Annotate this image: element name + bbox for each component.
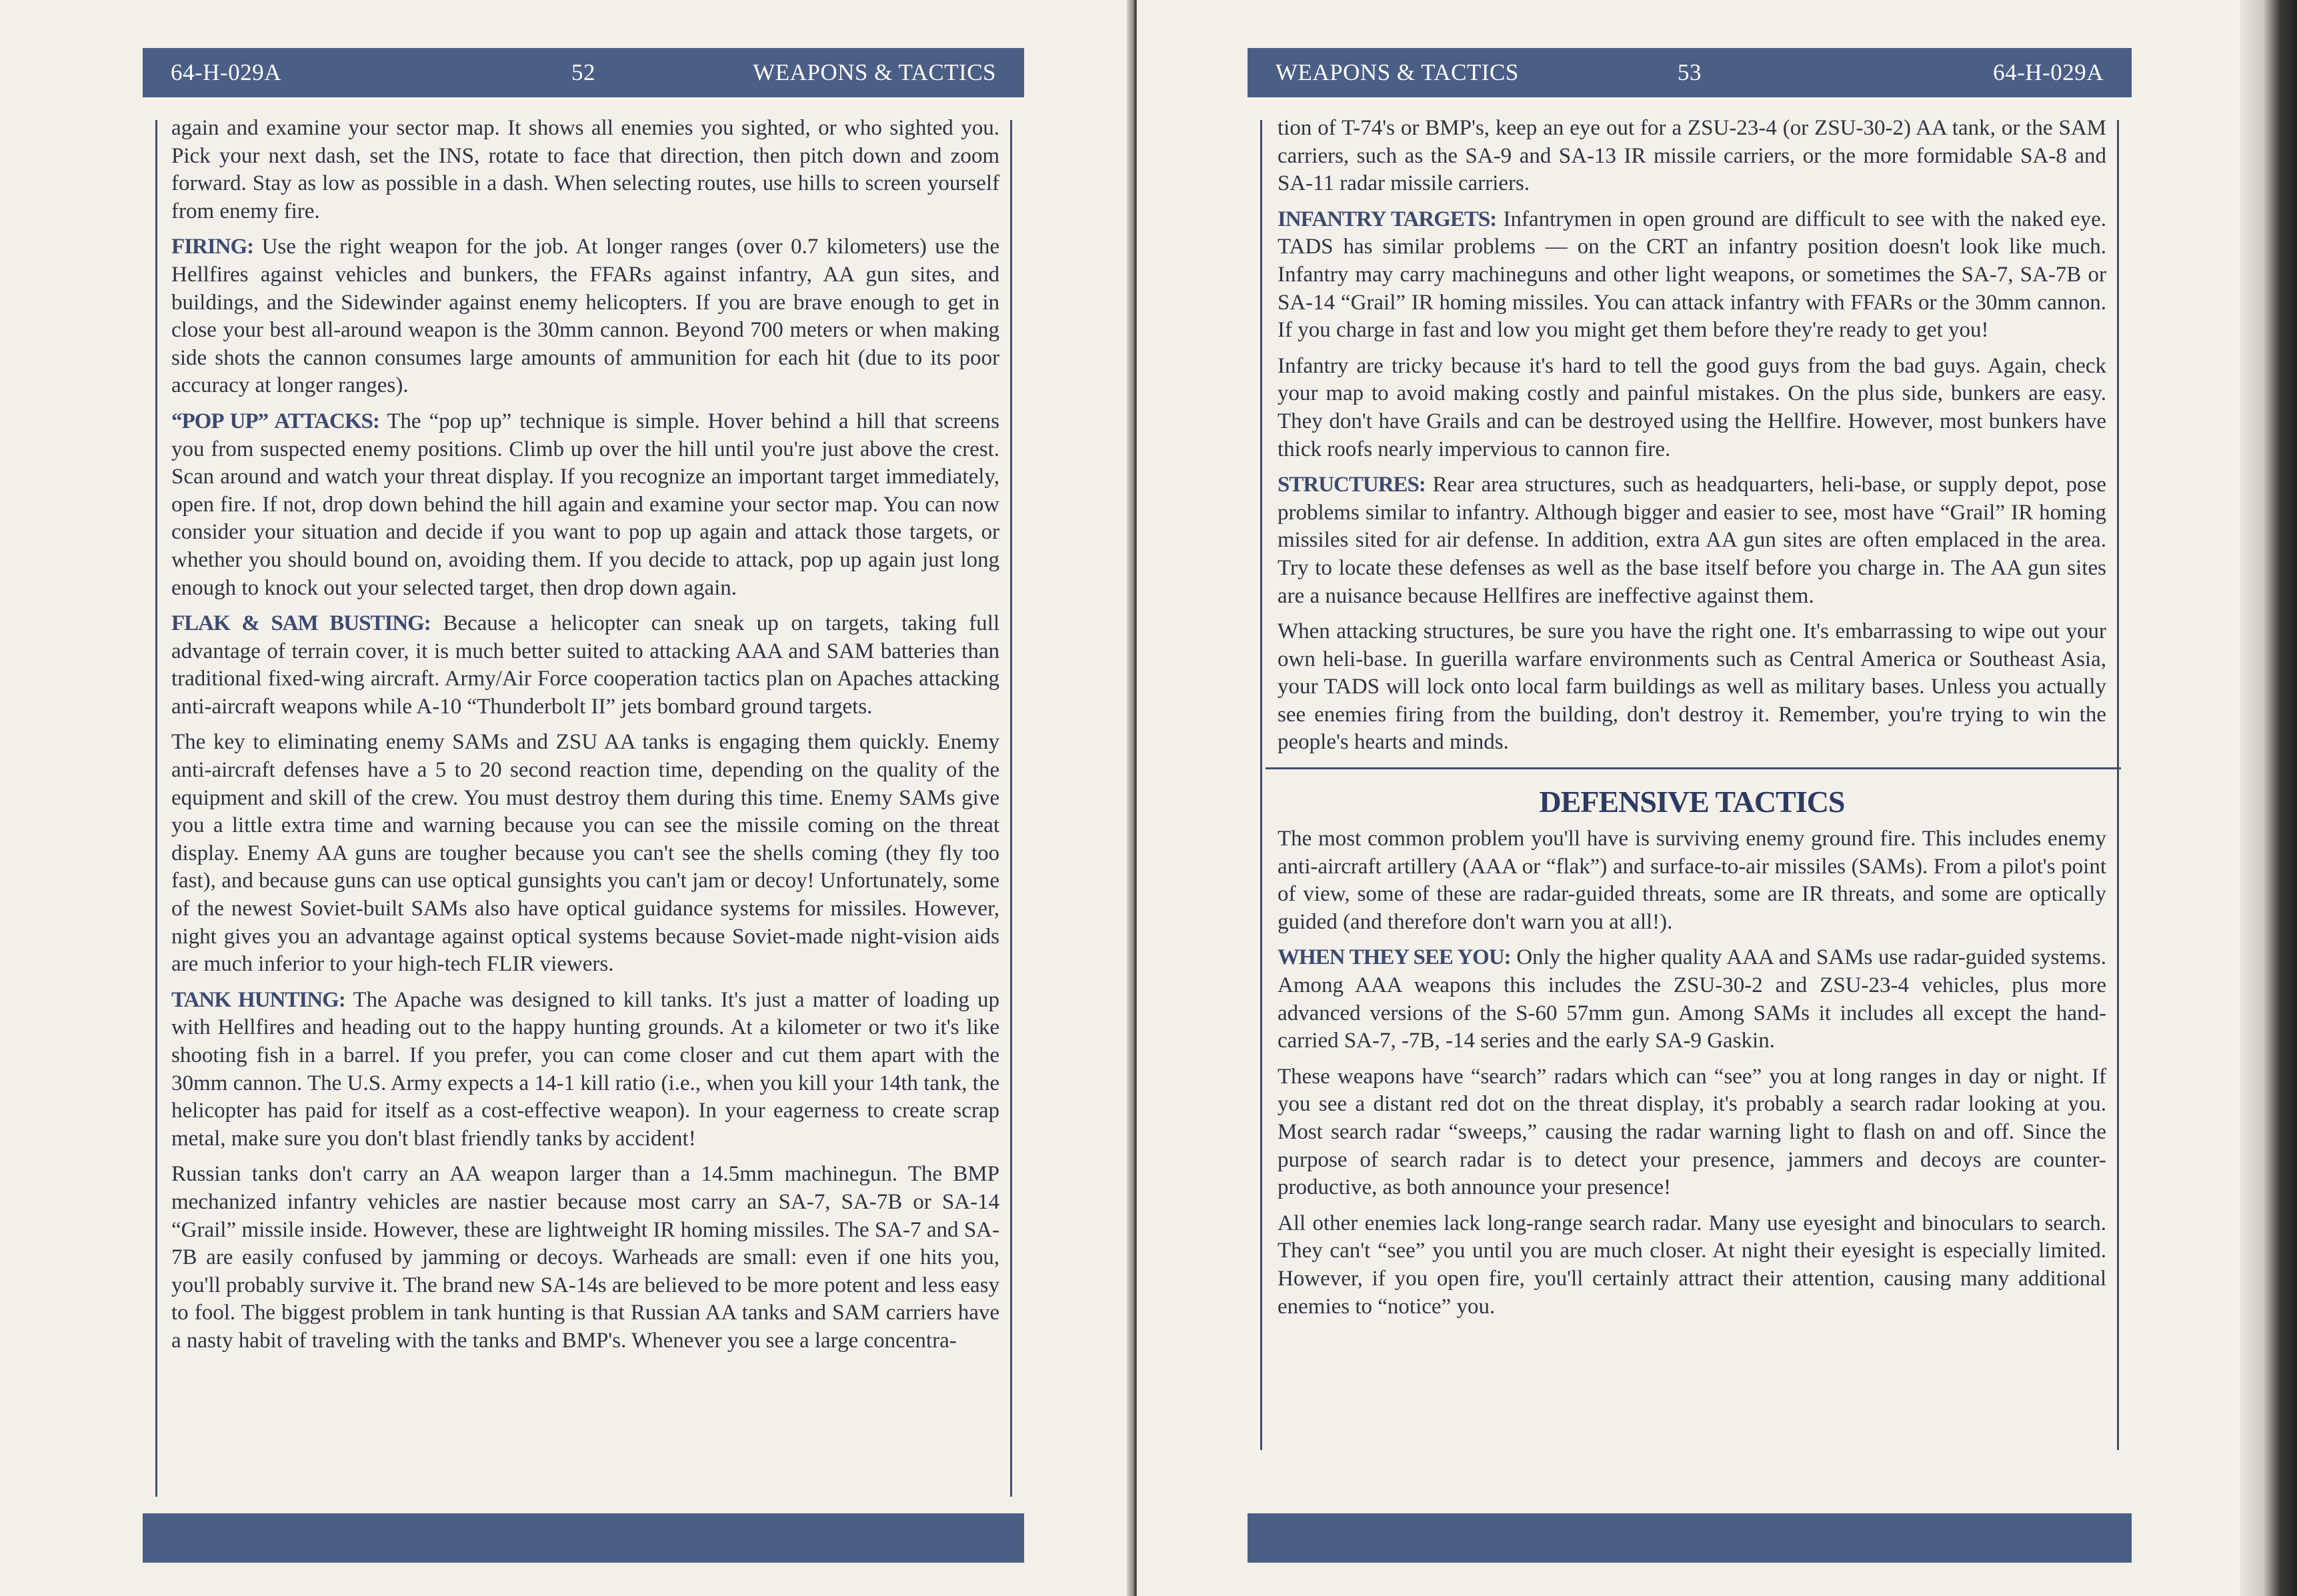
paragraph: Infantry are tricky because it's hard to tell the good guys from the bad guys. Again, check your map to avoid making costly and painful mistakes. On the plus side, bunkers are easy. They don't have Grails and can be destroyed using the Hellfire. However, most bunkers have thick roofs nearly impervious to cannon fire.: [1278, 353, 2106, 461]
paragraph-heading: FLAK & SAM BUSTING:: [171, 611, 431, 636]
left-margin-rule: [1260, 120, 1262, 1450]
section-title: DEFENSIVE TACTICS: [1539, 785, 1845, 819]
left-page-footer: [143, 1513, 1024, 1563]
paragraph: The key to eliminating enemy SAMs and ZSU AA tanks is engaging them quickly. Enemy anti-aircraft defenses have a 5 to 20 second reaction time, depending on the quality of the equipment and skill of the crew. You must destroy them during this time. Enemy SAMs give you a little extra time and warning because you can see the missile coming on the threat display. Enemy AA guns are tougher because you can't see the shells coming (they fly too fast), and because guns can use optical gunsights you can't jam or decoy! Unfortunately, some of the newest Soviet-built SAMs also have optical guidance systems for missiles. However, night gives you an advantage against optical systems because Soviet-made night-vision aids are much inferior to your high-tech FLIR viewers.: [171, 730, 999, 977]
page-number: 52: [571, 59, 595, 85]
paragraph: TANK HUNTING: The Apache was designed to kill tanks. It's just a matter of loading up with Hellfires and heading out to the happy hunting grounds. At a kilometer or two it's like shooting fish in a barrel. If you prefer, you can come closer and cut them apart with the 30mm cannon. The U.S. Army expects a 14-1 kill ratio (i.e., when you kill your 14th tank, the helicopter has paid for itself as a cost-effective weapon). In your eagerness to create scrap metal, make sure you don't blast friendly tanks by accident!: [171, 987, 1000, 1151]
section-divider: [1266, 767, 2121, 769]
paragraph: “POP UP” ATTACKS: The “pop up” technique is simple. Hover behind a hill that screens you from suspected enemy positions. Climb up over the hill until you're just above the crest. Scan around and watch your threat display. If you recognize an important target immediately, open fire. If not, drop down behind the hill again and examine your sector map. You can now consider your situation and decide if you want to pop up again and attack those targets, or whether you should bound on, avoiding them. If you decide to attack, pop up again just long enough to knock out your selected target, then drop down again.: [171, 409, 1000, 600]
paragraph: When attacking structures, be sure you have the right one. It's embarrassing to wipe out your own heli-base. In guerilla warfare environments such as Central America or Southeast Asia, your TADS will lock onto local farm buildings as well as military bases. Unless you actually see enemies firing from the building, don't destroy it. Remember, you're trying to win the people's hearts and minds.: [1278, 619, 2106, 755]
right-text-column: [1278, 115, 2106, 1329]
right-page: [1137, 0, 2240, 1596]
paragraph: tion of T-74's or BMP's, keep an eye out for a ZSU-23-4 (or ZSU-30-2) AA tank, or the SAM carriers, such as the SA-9 and SA-13 IR missile carriers, or the more formidable SA-8 and SA-11 radar missile carriers.: [1278, 116, 2106, 196]
left-text-column: [171, 115, 999, 1363]
chapter-title: WEAPONS & TACTICS: [753, 59, 997, 85]
page-number: 53: [1678, 59, 1702, 85]
book-edge: [2240, 0, 2297, 1596]
paragraph-heading: “POP UP” ATTACKS:: [171, 409, 379, 433]
paragraph: These weapons have “search” radars which can “see” you at long ranges in day or night. If you see a distant red dot on the threat display, it's probably a search radar looking at you. Most search radar “sweeps,” causing the radar warning light to flash on and off. Since the purpose of search radar is to detect your presence, jammers and decoys are counter-productive, as both announce your presence!: [1278, 1064, 2106, 1200]
chapter-title: WEAPONS & TACTICS: [1276, 59, 1519, 85]
left-page-header: [143, 48, 1024, 97]
paragraph: Russian tanks don't carry an AA weapon larger than a 14.5mm machinegun. The BMP mechanized infantry vehicles are nastier because most carry an SA-7, SA-7B or SA-14 “Grail” missile inside. However, these are lightweight IR homing missiles. The SA-7 and SA-7B are easily confused by jamming or decoys. Warheads are small: even if one hits you, you'll probably survive it. The brand new SA-14s are believed to be more potent and less easy to fool. The biggest problem in tank hunting is that Russian AA tanks and SAM carriers have a nasty habit of traveling with the tanks and BMP's. Whenever you see a large concentra-: [171, 1162, 999, 1353]
left-page: [0, 0, 1133, 1596]
doc-code: 64-H-029A: [1993, 59, 2104, 85]
doc-code: 64-H-029A: [171, 59, 281, 85]
paragraph-heading: INFANTRY TARGETS:: [1278, 207, 1497, 231]
left-margin-rule: [155, 120, 157, 1497]
paragraph-heading: FIRING:: [171, 235, 254, 259]
paragraph-heading: STRUCTURES:: [1278, 473, 1426, 497]
paragraph: INFANTRY TARGETS: Infantrymen in open ground are difficult to see with the naked eye. TADS has similar problems — on the CRT an infantry position doesn't look like much. Infantry may carry machineguns and other light weapons, or sometimes the SA-7, SA-7B or SA-14 “Grail” IR homing missiles. You can attack infantry with FFARs or the 30mm cannon. If you charge in fast and low you might get them before they're ready to get you!: [1278, 207, 2106, 343]
paragraph-heading: TANK HUNTING:: [171, 987, 345, 1012]
paragraph-heading: WHEN THEY SEE YOU:: [1278, 945, 1511, 970]
paragraph: WHEN THEY SEE YOU: Only the higher quality AAA and SAMs use radar-guided systems. Among AAA weapons this includes the ZSU-30-2 and ZSU-23-4 vehicles, plus more advanced versions of the S-60 57mm gun. Among SAMs it includes all except the hand-carried SA-7, -7B, -14 series and the early SA-9 Gaskin.: [1278, 945, 2107, 1053]
paragraph: again and examine your sector map. It shows all enemies you sighted, or who sighted you. Pick your next dash, set the INS, rotate to face that direction, then pitch down and zoom forward. Stay as low as possible in a dash. When selecting routes, use hills to screen yourself from enemy fire.: [171, 116, 999, 223]
paragraph: FLAK & SAM BUSTING: Because a helicopter can sneak up on targets, taking full advantage of terrain cover, it is much better suited to attacking AAA and SAM batteries than traditional fixed-wing aircraft. Army/Air Force cooperation tactics plan on Apaches attacking anti-aircraft weapons while A-10 “Thunderbolt II” jets bombard ground targets.: [171, 611, 1000, 719]
right-page-header: [1248, 48, 2132, 97]
right-margin-rule: [2117, 120, 2119, 1450]
paragraph: The most common problem you'll have is surviving enemy ground fire. This includes enemy anti-aircraft artillery (AAA or “flak”) and surface-to-air missiles (SAMs). From a pilot's point of view, some of these are radar-guided threats, some are IR threats, and some are optically guided (and therefore don't warn you at all!).: [1278, 827, 2106, 934]
paragraph: All other enemies lack long-range search radar. Many use eyesight and binoculars to search. They can't “see” you until you are much closer. At night their eyesight is especially limited. However, if you open fire, you'll certainly attract their attention, causing many additional enemies to “notice” you.: [1278, 1211, 2106, 1319]
paragraph: STRUCTURES: Rear area structures, such as headquarters, heli-base, or supply depot, pose problems similar to infantry. Although bigger and easier to see, most have “Grail” IR homing missiles sited for air defense. In addition, extra AA gun sites are often emplaced in the area. Try to locate these defenses as well as the base itself before you charge in. The AA gun sites are a nuisance because Hellfires are ineffective against them.: [1278, 473, 2106, 608]
paragraph: FIRING: Use the right weapon for the job. At longer ranges (over 0.7 kilometers) use the Hellfires against vehicles and bunkers, the FFARs against infantry, AA gun sites, and buildings, and the Sidewinder against enemy helicopters. If you are brave enough to get in close your best all-around weapon is the 30mm cannon. Beyond 700 meters or when making side shots the cannon consumes large amounts of ammunition for each hit (due to its poor accuracy at longer ranges).: [171, 235, 999, 398]
right-page-footer: [1248, 1513, 2132, 1563]
right-margin-rule: [1010, 120, 1012, 1497]
